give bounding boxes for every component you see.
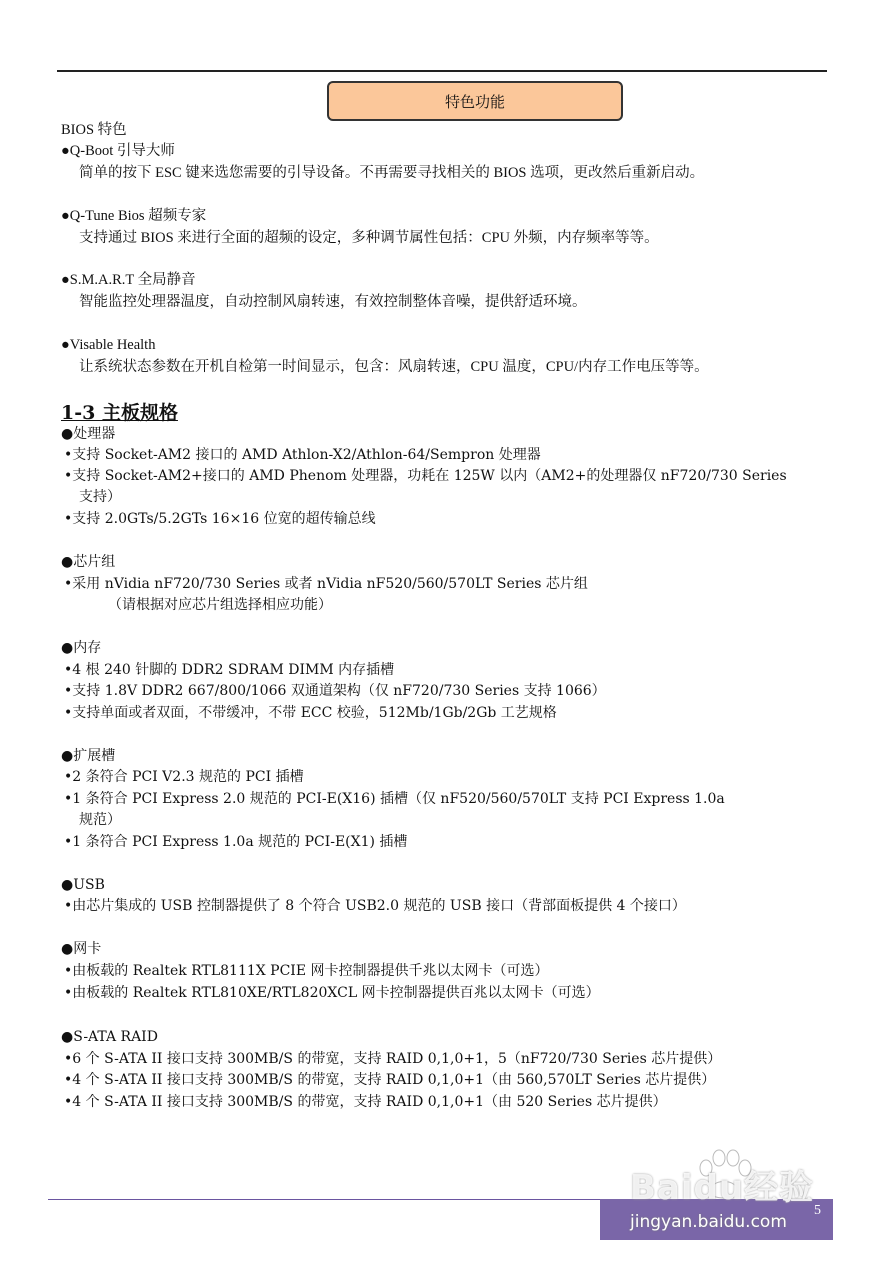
bios-item-desc: 智能监控处理器温度，自动控制风扇转速，有效控制整体音噪，提供舒适环境。: [79, 294, 587, 310]
bios-item-title: ●Q-Tune Bios 超频专家: [61, 208, 207, 224]
spec-line: •1 条符合 PCI Express 2.0 规范的 PCI-E(X16) 插槽（仅 nF520/560/570LT 支持 PCI Express 1.0a: [64, 791, 725, 807]
spec-title-sata: ●S-ATA RAID: [61, 1029, 158, 1045]
spec-title-usb: ●USB: [61, 877, 105, 893]
spec-title-memory: ●内存: [61, 640, 102, 656]
spec-title-slots: ●扩展槽: [61, 748, 116, 764]
spec-line: •支持 Socket-AM2 接口的 AMD Athlon-X2/Athlon-64/Sempron 处理器: [64, 447, 541, 463]
spec-line: （请根据对应芯片组选择相应功能）: [108, 597, 332, 613]
spec-line: •由板载的 Realtek RTL8111X PCIE 网卡控制器提供千兆以太网卡（可选）: [64, 963, 549, 979]
spec-line: •1 条符合 PCI Express 1.0a 规范的 PCI-E(X1) 插槽: [64, 834, 408, 850]
bios-item-desc: 简单的按下 ESC 键来选您需要的引导设备。不再需要寻找相关的 BIOS 选项，更改然后重新启动。: [79, 165, 705, 181]
spec-line: •由板载的 Realtek RTL810XE/RTL820XCL 网卡控制器提供百兆以太网卡（可选）: [64, 985, 600, 1001]
spec-title-cpu: ●处理器: [61, 426, 116, 442]
spec-line: •支持 Socket-AM2+接口的 AMD Phenom 处理器，功耗在 125W 以内（AM2+的处理器仅 nF720/730 Series: [64, 468, 787, 484]
spec-title-lan: ●网卡: [61, 941, 102, 957]
spec-line: •由芯片集成的 USB 控制器提供了 8 个符合 USB2.0 规范的 USB 接口（背部面板提供 4 个接口）: [64, 898, 686, 914]
bios-item-desc: 让系统状态参数在开机自检第一时间显示，包含：风扇转速，CPU 温度，CPU/内存工作电压等等。: [79, 359, 709, 375]
watermark: [630, 1160, 815, 1232]
spec-line: •支持单面或者双面，不带缓冲，不带 ECC 校验，512Mb/1Gb/2Gb 工艺规格: [64, 705, 557, 721]
bios-item-title: ●Visable Health: [61, 337, 156, 353]
top-rule: [57, 70, 827, 72]
bios-heading: BIOS 特色: [61, 122, 127, 138]
spec-line: •支持 1.8V DDR2 667/800/1066 双通道架构（仅 nF720/730 Series 支持 1066）: [64, 683, 606, 699]
spec-line: •2 条符合 PCI V2.3 规范的 PCI 插槽: [64, 769, 304, 785]
spec-line: •4 个 S-ATA II 接口支持 300MB/S 的带宽，支持 RAID 0,1,0+1（由 520 Series 芯片提供）: [64, 1094, 667, 1110]
section-title: 特色功能: [444, 92, 505, 111]
spec-line: •4 根 240 针脚的 DDR2 SDRAM DIMM 内存插槽: [64, 662, 395, 678]
bios-item-desc: 支持通过 BIOS 来进行全面的超频的设定，多种调节属性包括：CPU 外频，内存频率等等。: [79, 230, 659, 246]
section-title-box: [327, 81, 623, 121]
bios-item-title: ●Q-Boot 引导大师: [61, 143, 175, 159]
spec-title-chipset: ●芯片组: [61, 554, 116, 570]
spec-line: •6 个 S-ATA II 接口支持 300MB/S 的带宽，支持 RAID 0,1,0+1，5（nF720/730 Series 芯片提供）: [64, 1051, 722, 1067]
watermark-logo: Baidu经验: [630, 1168, 815, 1208]
spec-line: 支持）: [79, 489, 121, 505]
specs-heading: 1-3 主板规格: [61, 402, 178, 424]
spec-line: 规范）: [79, 812, 121, 828]
bios-item-title: ●S.M.A.R.T 全局静音: [61, 272, 196, 288]
spec-line: •采用 nVidia nF720/730 Series 或者 nVidia nF520/560/570LT Series 芯片组: [64, 576, 588, 592]
spec-line: •4 个 S-ATA II 接口支持 300MB/S 的带宽，支持 RAID 0,1,0+1（由 560,570LT Series 芯片提供）: [64, 1072, 716, 1088]
page-number: 5: [814, 1203, 821, 1218]
watermark-url: jingyan.baidu.com: [630, 1212, 787, 1232]
spec-line: •支持 2.0GTs/5.2GTs 16×16 位宽的超传输总线: [64, 511, 376, 527]
